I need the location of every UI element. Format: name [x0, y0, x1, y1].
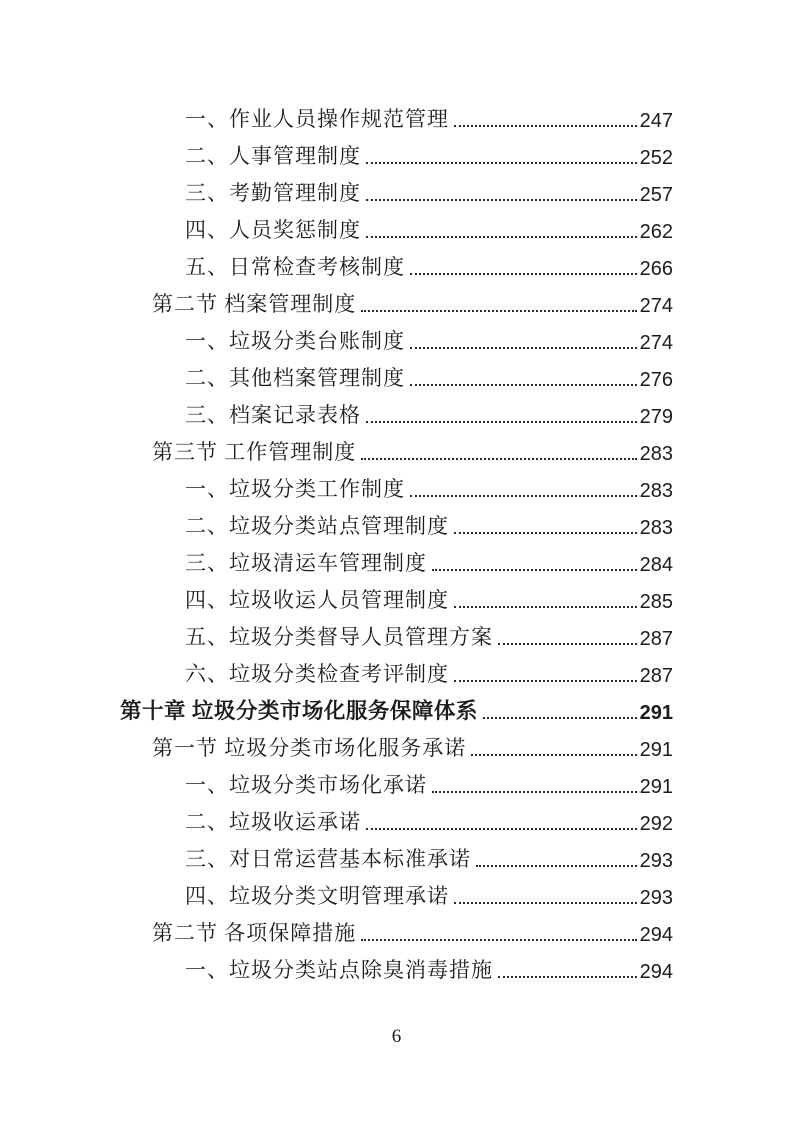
toc-entry[interactable]: [120, 655, 673, 692]
dot-leader: [410, 384, 637, 386]
dot-leader: [361, 310, 636, 312]
toc-entry-label: 四、垃圾收运人员管理制度: [185, 588, 449, 612]
dot-leader: [366, 236, 637, 238]
toc-entry-page-number: 274: [639, 295, 673, 317]
toc-entry-label: 第一节 垃圾分类市场化服务承诺: [152, 736, 467, 760]
dot-leader: [366, 199, 637, 201]
toc-entry-page-number: 287: [639, 628, 673, 650]
toc-entry-page-number: 252: [639, 147, 673, 169]
dot-leader: [366, 421, 637, 423]
toc-entry-label: 二、垃圾收运承诺: [185, 810, 361, 834]
toc-entry[interactable]: [120, 803, 673, 840]
toc-entry-page-number: 247: [639, 110, 673, 132]
dot-leader: [454, 680, 637, 682]
toc-entry-label: 二、其他档案管理制度: [185, 366, 405, 390]
dot-leader: [432, 791, 637, 793]
toc-entry-page-number: 284: [639, 554, 673, 576]
toc-entry[interactable]: [120, 470, 673, 507]
dot-leader: [454, 125, 637, 127]
toc-entry-label: 一、垃圾分类工作制度: [185, 477, 405, 501]
toc-entry[interactable]: [120, 174, 673, 211]
toc-entry-label: 四、垃圾分类文明管理承诺: [185, 884, 449, 908]
toc-entry[interactable]: [120, 618, 673, 655]
toc-entry[interactable]: [120, 951, 673, 988]
toc-entry-label: 四、人员奖惩制度: [185, 218, 361, 242]
toc-entry-label: 三、垃圾清运车管理制度: [185, 551, 427, 575]
toc-entry-label: 一、垃圾分类站点除臭消毒措施: [185, 958, 493, 982]
toc-entry-page-number: 274: [639, 332, 673, 354]
dot-leader: [432, 569, 637, 571]
toc-entry[interactable]: [120, 359, 673, 396]
toc-entry[interactable]: [120, 137, 673, 174]
toc-entry[interactable]: [120, 877, 673, 914]
toc-entry-page-number: 285: [639, 591, 673, 613]
toc-entry-label: 六、垃圾分类检查考评制度: [185, 662, 449, 686]
toc-entry-page-number: 292: [639, 813, 673, 835]
toc-entry[interactable]: [120, 581, 673, 618]
toc-entry-label: 三、档案记录表格: [185, 403, 361, 427]
dot-leader: [476, 865, 637, 867]
toc-entry-label: 二、人事管理制度: [185, 144, 361, 168]
dot-leader: [366, 828, 637, 830]
dot-leader: [498, 643, 637, 645]
toc-entry-page-number: 293: [639, 850, 673, 872]
dot-leader: [410, 273, 637, 275]
dot-leader: [410, 495, 637, 497]
toc-entry-page-number: 291: [639, 702, 673, 724]
dot-leader: [410, 347, 637, 349]
toc-entry-page-number: 291: [639, 739, 673, 761]
toc-entry[interactable]: [120, 729, 673, 766]
toc-entry-label: 一、垃圾分类市场化承诺: [185, 773, 427, 797]
page-footer: [0, 1026, 793, 1048]
dot-leader: [361, 939, 636, 941]
toc-entry-label: 第二节 各项保障措施: [152, 921, 357, 945]
toc-entry[interactable]: [120, 840, 673, 877]
toc-entry[interactable]: [120, 433, 673, 470]
toc-entry-page-number: 276: [639, 369, 673, 391]
toc-entry-page-number: 283: [639, 480, 673, 502]
toc-entry-label: 二、垃圾分类站点管理制度: [185, 514, 449, 538]
toc-entry[interactable]: [120, 248, 673, 285]
toc-entry-page-number: 287: [639, 665, 673, 687]
dot-leader: [483, 717, 637, 719]
toc-entry[interactable]: [120, 396, 673, 433]
dot-leader: [498, 976, 637, 978]
table-of-contents: [120, 100, 673, 988]
toc-entry-page-number: 293: [639, 887, 673, 909]
dot-leader: [454, 532, 637, 534]
dot-leader: [361, 458, 636, 460]
dot-leader: [454, 902, 637, 904]
toc-entry-label: 第三节 工作管理制度: [152, 440, 357, 464]
toc-entry-label: 第十章 垃圾分类市场化服务保障体系: [120, 699, 478, 723]
toc-entry[interactable]: [120, 766, 673, 803]
toc-entry[interactable]: [120, 285, 673, 322]
toc-entry[interactable]: [120, 914, 673, 951]
toc-entry-page-number: 279: [639, 406, 673, 428]
toc-entry-label: 三、考勤管理制度: [185, 181, 361, 205]
toc-entry-label: 三、对日常运营基本标准承诺: [185, 847, 471, 871]
dot-leader: [366, 162, 637, 164]
toc-entry-label: 五、垃圾分类督导人员管理方案: [185, 625, 493, 649]
footer-page-number: 6: [391, 1026, 402, 1047]
toc-entry-label: 一、作业人员操作规范管理: [185, 107, 449, 131]
dot-leader: [454, 606, 637, 608]
toc-entry[interactable]: [120, 322, 673, 359]
toc-entry-page-number: 266: [639, 258, 673, 280]
dot-leader: [471, 754, 636, 756]
toc-entry-label: 一、垃圾分类台账制度: [185, 329, 405, 353]
toc-entry-label: 第二节 档案管理制度: [152, 292, 357, 316]
toc-entry-page-number: 262: [639, 221, 673, 243]
toc-entry-page-number: 294: [639, 924, 673, 946]
toc-entry[interactable]: [120, 544, 673, 581]
toc-entry-label: 五、日常检查考核制度: [185, 255, 405, 279]
toc-entry[interactable]: [120, 211, 673, 248]
toc-entry-page-number: 291: [639, 776, 673, 798]
toc-entry-page-number: 283: [639, 517, 673, 539]
toc-entry-page-number: 283: [639, 443, 673, 465]
toc-entry[interactable]: [120, 692, 673, 729]
toc-entry-page-number: 294: [639, 961, 673, 983]
toc-entry[interactable]: [120, 100, 673, 137]
toc-entry[interactable]: [120, 507, 673, 544]
toc-entry-page-number: 257: [639, 184, 673, 206]
